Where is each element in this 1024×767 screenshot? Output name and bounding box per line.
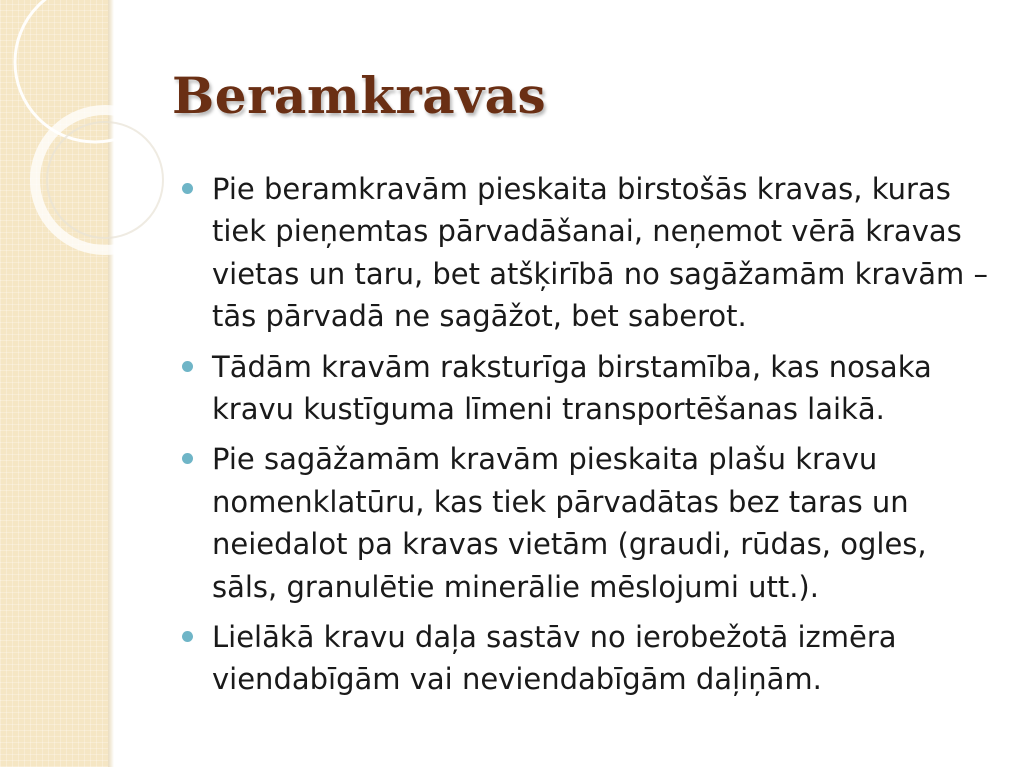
bullet-list	[180, 168, 992, 709]
bullet-text: Lielākā kravu daļa sastāv no ierobežotā izmēra viendabīgām vai neviendabīgām daļiņām.	[212, 620, 897, 697]
bullet-dot-icon	[182, 361, 193, 372]
slide-title: Beramkravas	[172, 66, 547, 125]
bullet-dot-icon	[182, 183, 193, 194]
bullet-dot-icon	[182, 631, 193, 642]
strip-edge-shadow	[108, 0, 114, 767]
bullet-text: Tādām kravām raksturīga birstamība, kas nosaka kravu kustīguma līmeni transportēšanas laikā.	[212, 349, 932, 427]
bullet-item	[180, 616, 992, 701]
bullet-text: Pie beramkravām pieskaita birstošās kravas, kuras tiek pieņemtas pārvadāšanai, neņemot vērā kravas vietas un taru, bet atšķirībā no sagāžamām kravām – tās pārvadā ne sagāžot, bet saberot.	[212, 172, 988, 334]
decorative-side-strip	[0, 0, 108, 767]
bullet-item	[180, 438, 992, 608]
bullet-dot-icon	[182, 453, 193, 464]
bullet-item	[180, 168, 992, 338]
bullet-item	[180, 346, 992, 431]
bullet-text: Pie sagāžamām kravām pieskaita plašu kravu nomenklatūru, kas tiek pārvadātas bez taras un neiedalot pa kravas vietām (graudi, rūdas, ogles, sāls, granulētie minerālie mēslojumi utt.).	[212, 442, 927, 604]
